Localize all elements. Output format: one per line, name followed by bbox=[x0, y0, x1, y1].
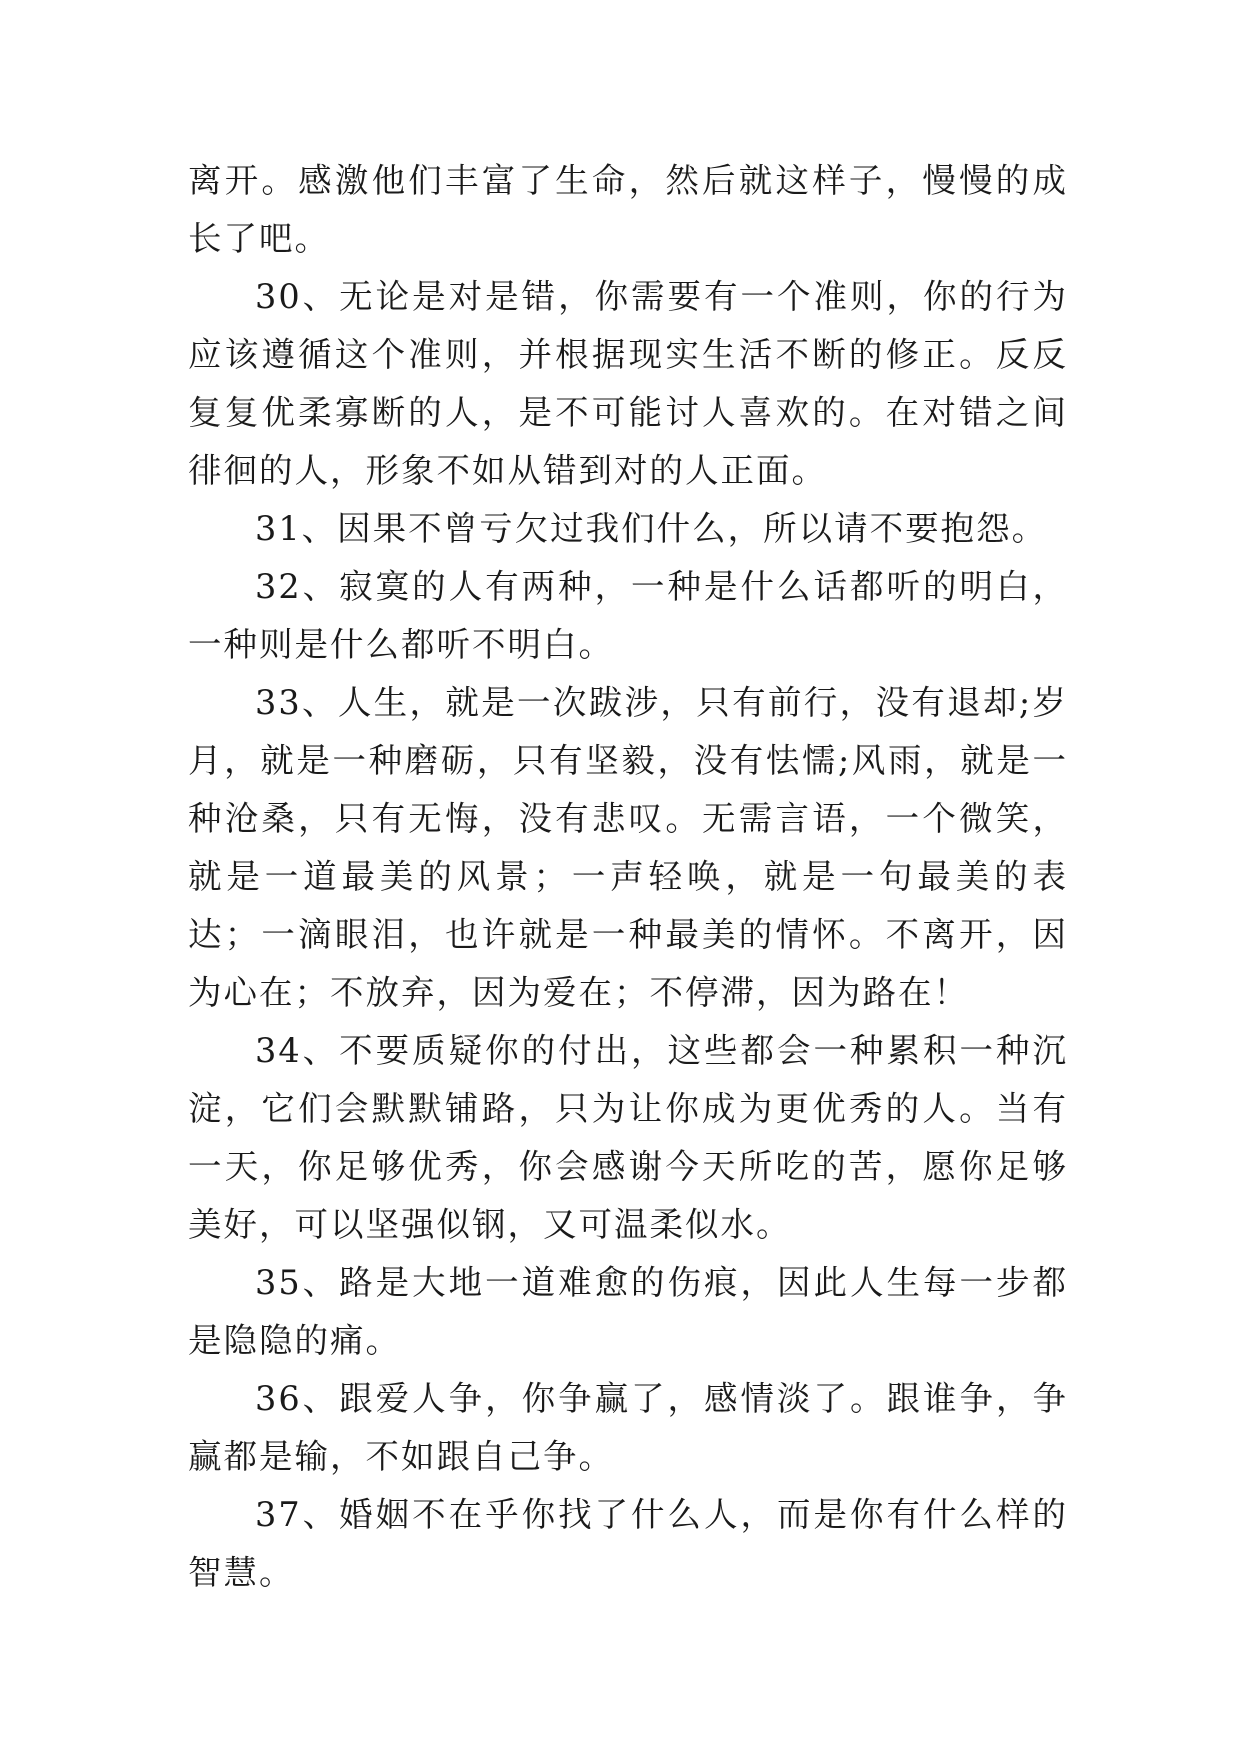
paragraph-30: 30、无论是对是错，你需要有一个准则，你的行为应该遵循这个准则，并根据现实生活不断的修正。反反复复优柔寡断的人，是不可能讨人喜欢的。在对错之间徘徊的人，形象不如从错到对的人正面。 bbox=[188, 277, 1068, 490]
paragraph-33: 33、人生，就是一次跋涉，只有前行，没有退却;岁月，就是一种磨砺，只有坚毅，没有怯懦;风雨，就是一种沧桑，只有无悔，没有悲叹。无需言语，一个微笑，就是一道最美的风景；一声轻唤，就是一句最美的表达；一滴眼泪，也许就是一种最美的情怀。不离开，因为心在；不放弃，因为爱在；不停滞，因为路在！ bbox=[188, 683, 1068, 1012]
paragraph-32: 32、寂寞的人有两种，一种是什么话都听的明白，一种则是什么都听不明白。 bbox=[188, 567, 1068, 664]
paragraph-31: 31、因果不曾亏欠过我们什么，所以请不要抱怨。 bbox=[255, 509, 1048, 548]
paragraph-continuation: 离开。感激他们丰富了生命，然后就这样子，慢慢的成长了吧。 bbox=[188, 161, 1068, 258]
paragraph-35: 35、路是大地一道难愈的伤痕，因此人生每一步都是隐隐的痛。 bbox=[188, 1263, 1068, 1360]
paragraph-37: 37、婚姻不在乎你找了什么人，而是你有什么样的智慧。 bbox=[188, 1495, 1068, 1592]
document-body bbox=[188, 152, 1068, 1602]
paragraph-34: 34、不要质疑你的付出，这些都会一种累积一种沉淀，它们会默默铺路，只为让你成为更优秀的人。当有一天，你足够优秀，你会感谢今天所吃的苦，愿你足够美好，可以坚强似钢，又可温柔似水。 bbox=[188, 1031, 1068, 1244]
paragraph-36: 36、跟爱人争，你争赢了，感情淡了。跟谁争，争赢都是输，不如跟自己争。 bbox=[188, 1379, 1068, 1476]
